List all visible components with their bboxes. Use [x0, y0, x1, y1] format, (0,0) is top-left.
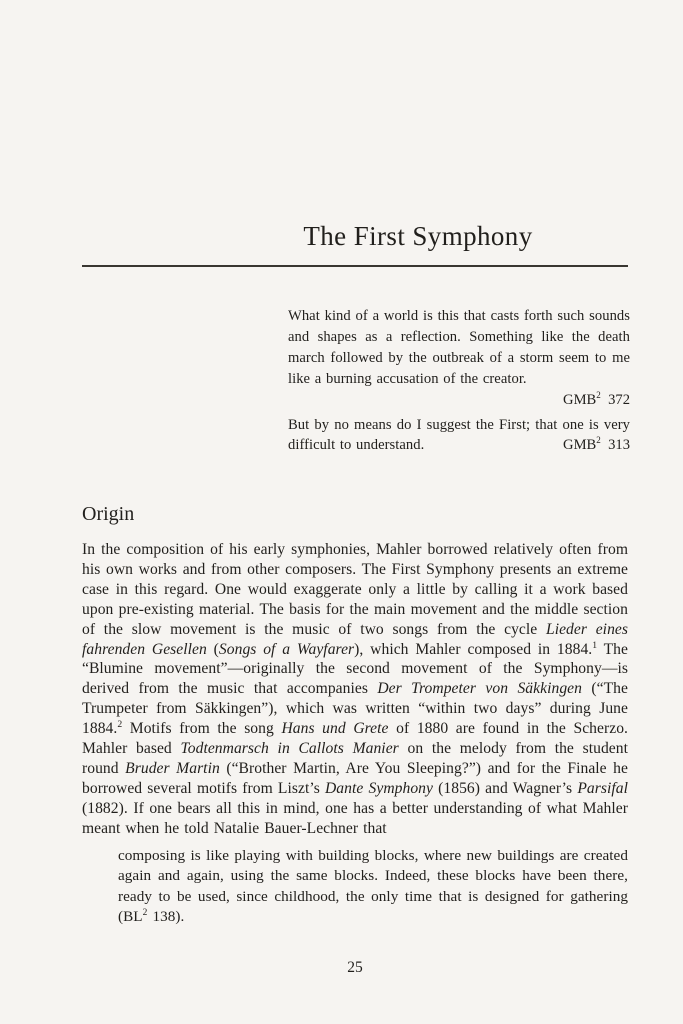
epigraph-quote	[288, 415, 630, 457]
chapter-title: The First Symphony	[303, 221, 533, 251]
main-text-column	[82, 502, 628, 928]
block-quote: composing is like playing with building blocks, where new buildings are created again and again, using the same blocks. Indeed, these blocks have been there, ready to be used, since childhood, the only time that is designed for gathering ($BL^2$ 138).	[118, 846, 628, 926]
section-heading: Origin	[82, 503, 135, 525]
page-number: 25	[347, 959, 363, 976]
epigraph-section	[288, 306, 630, 456]
epigraph-text: But by no means do I suggest the First; that one is very difficult to understand.	[288, 416, 630, 454]
epigraph-text: What kind of a world is this that casts forth such sounds and shapes as a reflection. Something like the death march followed by the outbreak of a storm seem to me like a burning accusation of the creator.	[288, 308, 630, 387]
title-rule	[82, 265, 628, 267]
body-paragraph: In the composition of his early symphonies, Mahler borrowed relatively often from his own works and from other composers. The First Symphony presents an extreme case in this regard. One would exaggerate only a little by calling it a work based upon pre-existing material. The basis for the main movement and the middle section of the slow movement is the music of two songs from the cycle Lieder eines fahrenden Gesellen (Songs of a Wayfarer), which Mahler composed in 1884.$^1$ The “Blumine movement”—originally the second movement of the Symphony—is derived from the music that accompanies Der Trompeter von Säkkingen (“The Trumpeter from Säkkingen”), which was written “within two days” during June 1884.$^2$ Motifs from the song Hans und Grete of 1880 are found in the Scherzo. Mahler based Todtenmarsch in Callots Manier on the melody from the student round Bruder Martin (“Brother Martin, Are You Sleeping?”) and for the Finale he borrowed several motifs from Liszt’s Dante Symphony (1856) and Wagner’s Parsifal (1882). If one bears all this in mind, one has a better understanding of what Mahler meant when he told Natalie Bauer-Lechner that	[82, 541, 629, 837]
epigraph-quote	[288, 306, 630, 411]
epigraph-citation: GMB$^2$ 372	[563, 389, 630, 408]
epigraph-citation: GMB$^2$ 313	[563, 435, 630, 454]
